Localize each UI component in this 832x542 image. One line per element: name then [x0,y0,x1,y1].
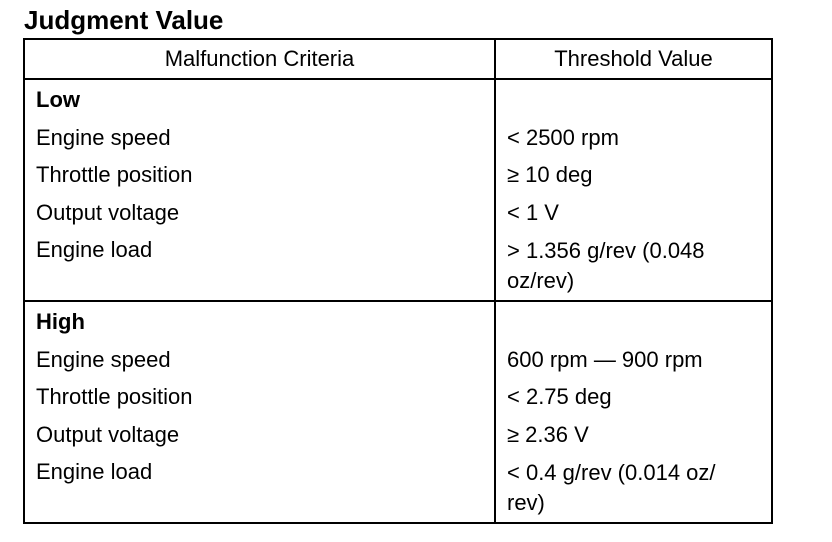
threshold-cell: < 0.4 g/rev (0.014 oz/ rev) [507,460,716,515]
threshold-cell: 600 rpm — 900 rpm [507,346,703,372]
criterion-cell: Throttle position [36,384,193,409]
criterion-cell: Engine load [36,237,153,262]
threshold-cell: < 1 V [507,199,559,225]
threshold-cell: ≥ 2.36 V [507,421,589,447]
threshold-cell: > 1.356 g/rev (0.048 oz/rev) [507,238,705,293]
criterion-cell: Engine load [36,459,153,484]
column-header-threshold: Threshold Value [554,46,713,71]
threshold-cell: < 2.75 deg [507,384,612,409]
criterion-cell: Output voltage [36,199,180,225]
criterion-cell: Engine speed [36,346,171,372]
criterion-cell: Throttle position [36,162,193,187]
table-section-high [25,300,771,522]
table-section-low [25,80,771,300]
table-header-row [25,40,771,80]
criterion-cell: Engine speed [36,124,171,150]
threshold-cell: < 2500 rpm [507,124,619,150]
section-heading: Low [36,87,80,112]
column-header-criteria: Malfunction Criteria [25,40,496,78]
criterion-cell: Output voltage [36,421,180,447]
threshold-cell: ≥ 10 deg [507,162,593,187]
judgment-table [23,38,773,524]
page-title: Judgment Value [24,5,224,35]
section-heading: High [36,309,85,334]
